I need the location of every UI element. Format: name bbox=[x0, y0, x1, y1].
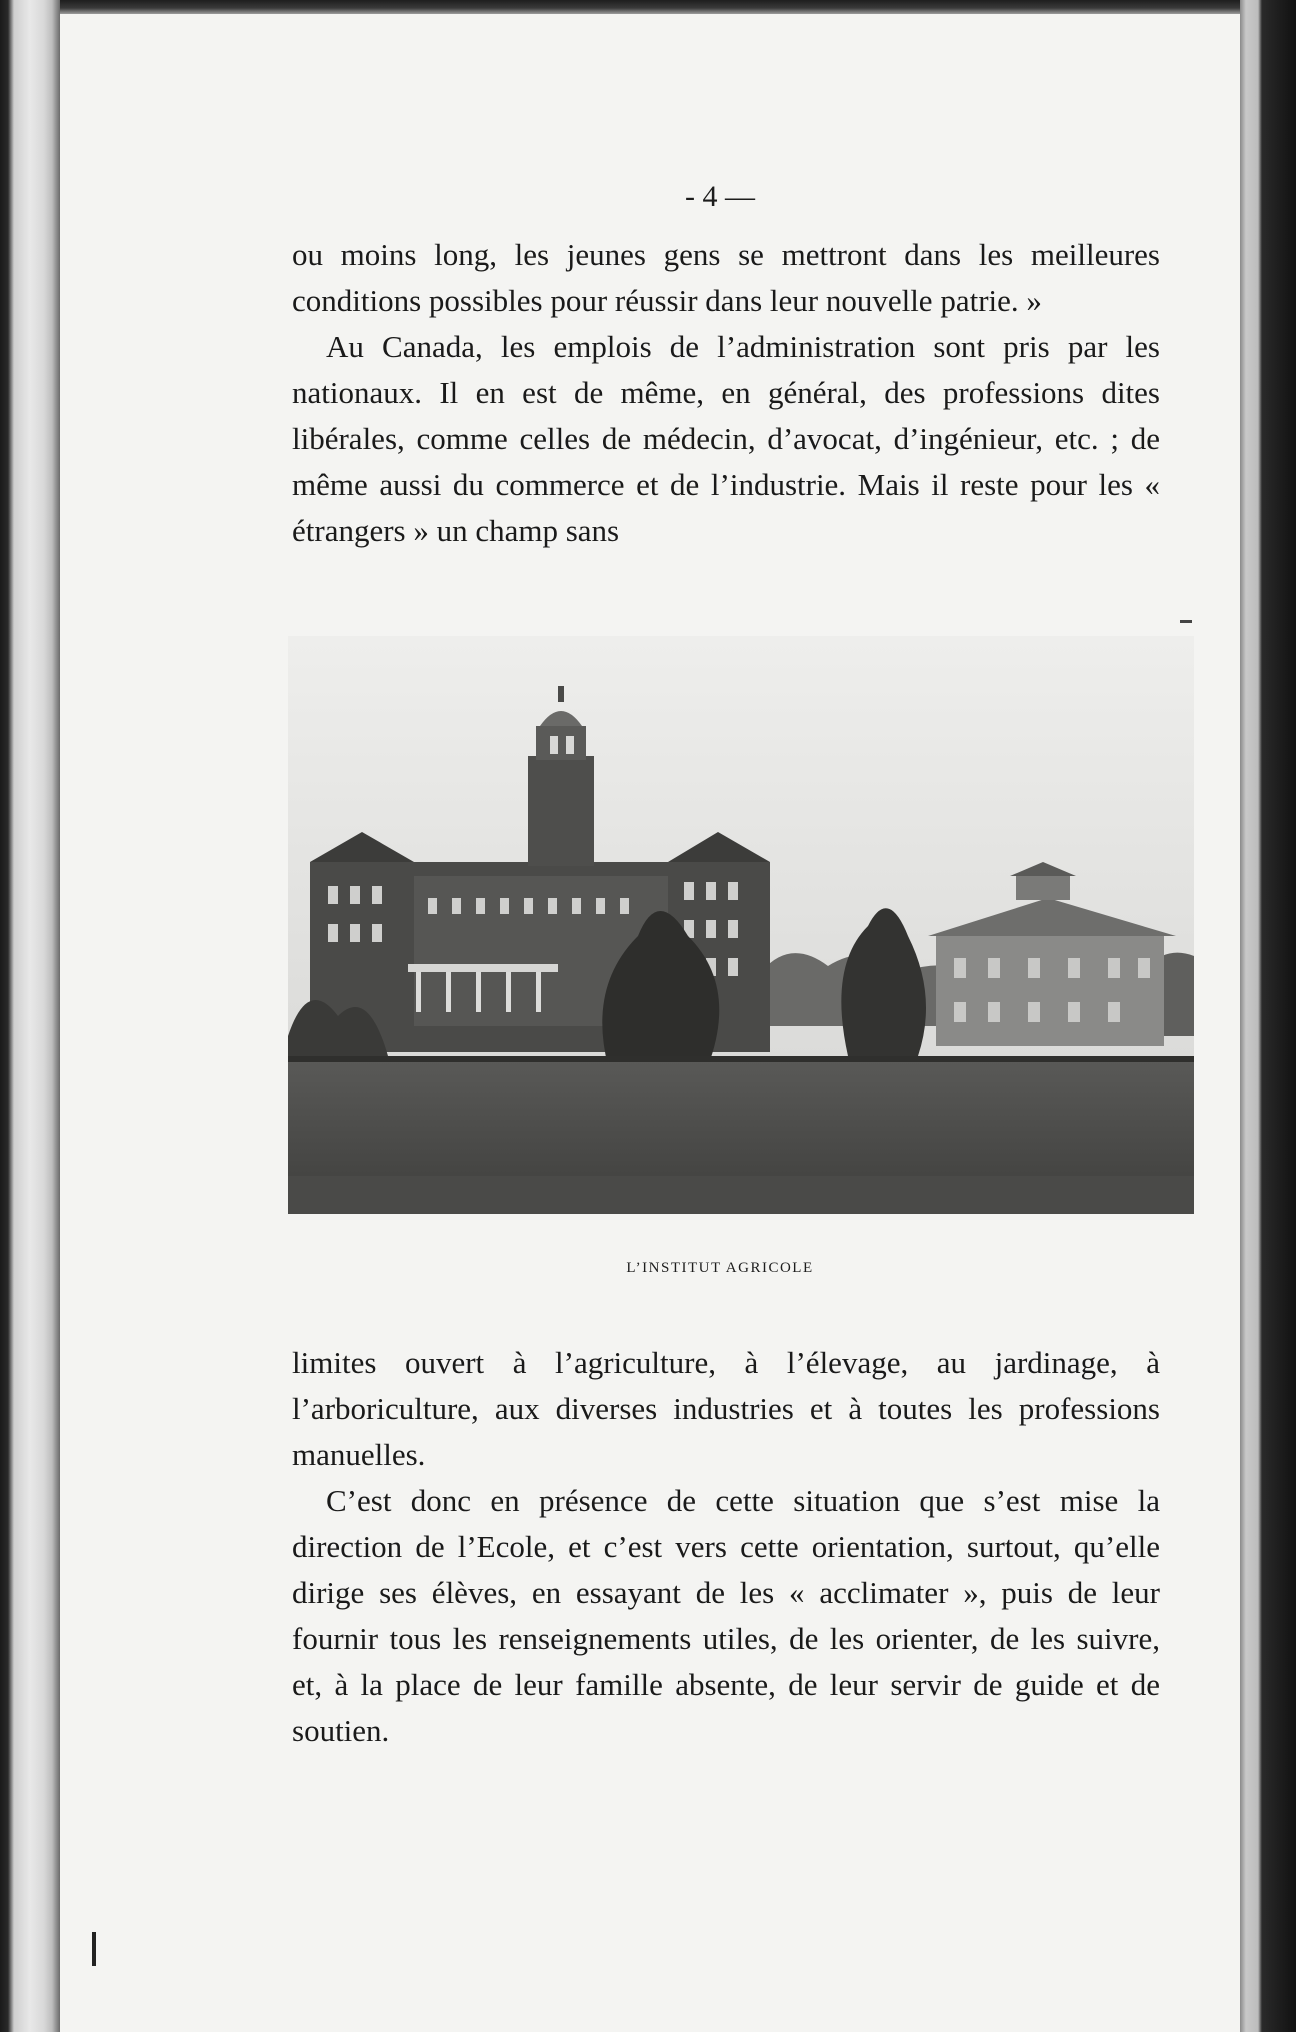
scan-left-border bbox=[0, 0, 60, 2032]
paragraph: C’est donc en présence de cette situation que s’est mise la direction de l’Ecole, et c’est vers cette orientation, surtout, qu’elle dirige ses élèves, en essayant de les « acclimater », puis de leur fournir tous les renseignements utiles, de les orienter, de les suivre, et, à la place de leur famille absente, de leur servir de guide et de soutien. bbox=[292, 1483, 1160, 1748]
paragraph: ou moins long, les jeunes gens se mettront dans les meilleures conditions possibles pour réussir dans leur nouvelle patrie. » bbox=[292, 237, 1160, 318]
institute-photograph bbox=[288, 636, 1194, 1214]
paragraph: limites ouvert à l’agriculture, à l’élevage, au jardinage, à l’arboriculture, aux diverses industries et à toutes les professions manuelles. bbox=[292, 1345, 1160, 1472]
text-block-bottom bbox=[292, 1340, 1160, 1754]
paragraph: Au Canada, les emplois de l’administration sont pris par les nationaux. Il en est de même, en général, des professions dites libérales, comme celles de médecin, d’avocat, d’ingénieur, etc. ; de même aussi du commerce et de l’industrie. Mais il reste pour les « étrangers » un champ sans bbox=[292, 329, 1160, 548]
margin-mark bbox=[1180, 620, 1192, 623]
page-number: - 4 — bbox=[685, 180, 755, 213]
text-block-top bbox=[292, 232, 1160, 554]
scan-edge-mark bbox=[92, 1932, 96, 1966]
figure-caption: L’INSTITUT AGRICOLE bbox=[626, 1260, 814, 1276]
photo-illustration bbox=[288, 636, 1194, 1214]
scan-right-border bbox=[1240, 0, 1296, 2032]
